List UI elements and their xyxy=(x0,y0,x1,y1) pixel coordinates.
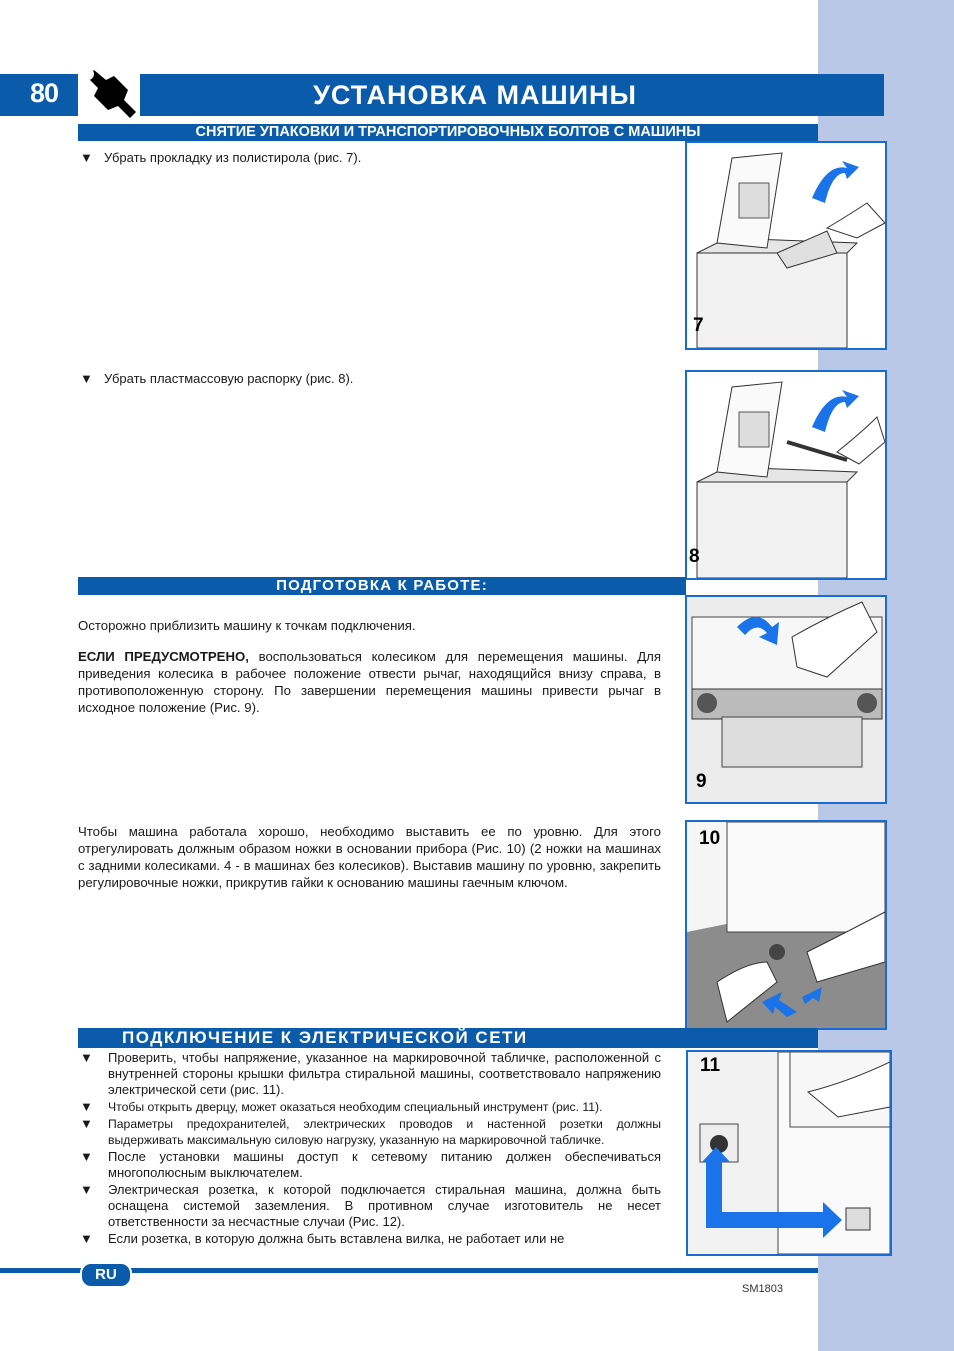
bullet-text: Убрать прокладку из полистирола (рис. 7). xyxy=(104,150,362,165)
para-bold-lead: ЕСЛИ ПРЕДУСМОТРЕНО, xyxy=(78,649,249,664)
figure-number: 8 xyxy=(689,546,700,567)
electrical-list xyxy=(80,1050,661,1247)
electrical-list-container xyxy=(80,1050,661,1248)
para-leveling xyxy=(78,823,661,891)
figure-number: 11 xyxy=(700,1055,721,1076)
figure-number: 9 xyxy=(696,771,707,792)
bullet-triangle-icon: ▼ xyxy=(80,371,93,386)
figure-number: 10 xyxy=(699,828,721,849)
bullet-triangle-icon: ▼ xyxy=(80,1099,93,1114)
para-text: Чтобы машина работала хорошо, необходимо выставить ее по уровню. Для этого отрегулировать должным образом ножки в основании прибора (Рис. 10) (2 ножки на машинах с задними колесиками. 4 - в машинах без колесиков). Выставив машину по уровню, закрепить регулировочные ножки, прикрутив гайки к основанию машины гаечным ключом. xyxy=(78,824,661,890)
bullet-triangle-icon: ▼ xyxy=(80,1182,93,1197)
figure-10 xyxy=(685,820,887,1030)
para-text: воспользоваться колесиком для перемещения машины. Для приведения колесика в рабочее положение отвести рычаг, находящийся внизу справа, в противоположенную сторону. По завершении перемещения машины привести рычаг в исходное положение (Рис. 9). xyxy=(78,649,661,715)
figure-7 xyxy=(685,141,887,350)
bullet-triangle-icon: ▼ xyxy=(80,1231,93,1246)
figure-11 xyxy=(686,1050,892,1256)
wrench-icon xyxy=(78,66,140,122)
bullet-polystyrene xyxy=(80,150,670,166)
page-number: 80 xyxy=(30,78,59,108)
document-code: SM1803 xyxy=(742,1283,783,1295)
language-badge: RU xyxy=(80,1262,132,1288)
list-item: ▼ После установки машины доступ к сетевому питанию должен обеспечиваться многополюсным выключателем. xyxy=(80,1149,661,1180)
bullet-triangle-icon: ▼ xyxy=(80,1050,93,1065)
bullet-spacer xyxy=(80,371,670,387)
list-item: ▼ Чтобы открыть дверцу, может оказаться необходим специальный инструмент (рис. 11). xyxy=(80,1099,603,1114)
para-text: Осторожно приблизить машину к точкам подключения. xyxy=(78,618,416,633)
bullet-triangle-icon: ▼ xyxy=(80,1116,93,1131)
section-heading-electrical: ПОДКЛЮЧЕНИЕ К ЭЛЕКТРИЧЕСКОЙ СЕТИ xyxy=(78,1028,818,1048)
figure-8 xyxy=(685,370,887,580)
figure-9 xyxy=(685,595,887,804)
list-item: ▼ Если розетка, в которую должна быть вставлена вилка, не работает или не xyxy=(80,1231,565,1246)
bullet-text: Убрать пластмассовую распорку (рис. 8). xyxy=(104,371,354,386)
list-item: ▼ Электрическая розетка, к которой подключается стиральная машина, должна быть оснащена системой заземления. В противном случае изготовитель не несет ответственности за несчастные случаи (Рис. 12). xyxy=(80,1182,661,1229)
section-heading-preparation: ПОДГОТОВКА К РАБОТЕ: xyxy=(78,577,686,595)
para-wheel xyxy=(78,648,661,716)
bullet-triangle-icon: ▼ xyxy=(80,1149,93,1164)
para-approach xyxy=(78,617,661,634)
bullet-triangle-icon: ▼ xyxy=(80,150,93,165)
list-item: ▼ Параметры предохранителей, электрических проводов и настенной розетки должны выдерживать максимальную силовую нагрузку, указанную на маркировочной табличке. xyxy=(80,1116,661,1147)
section-heading-unpacking: СНЯТИЕ УПАКОВКИ И ТРАНСПОРТИРОВОЧНЫХ БОЛТОВ С МАШИНЫ xyxy=(78,124,818,141)
page-title: УСТАНОВКА МАШИНЫ xyxy=(313,80,637,110)
list-item: ▼ Проверить, чтобы напряжение, указанное на маркировочной табличке, расположенной с внутренней стороны крышки фильтра стиральной машины, соответствовало напряжению электрической сети (рис. 11). xyxy=(80,1050,661,1097)
figure-number: 7 xyxy=(693,315,704,336)
